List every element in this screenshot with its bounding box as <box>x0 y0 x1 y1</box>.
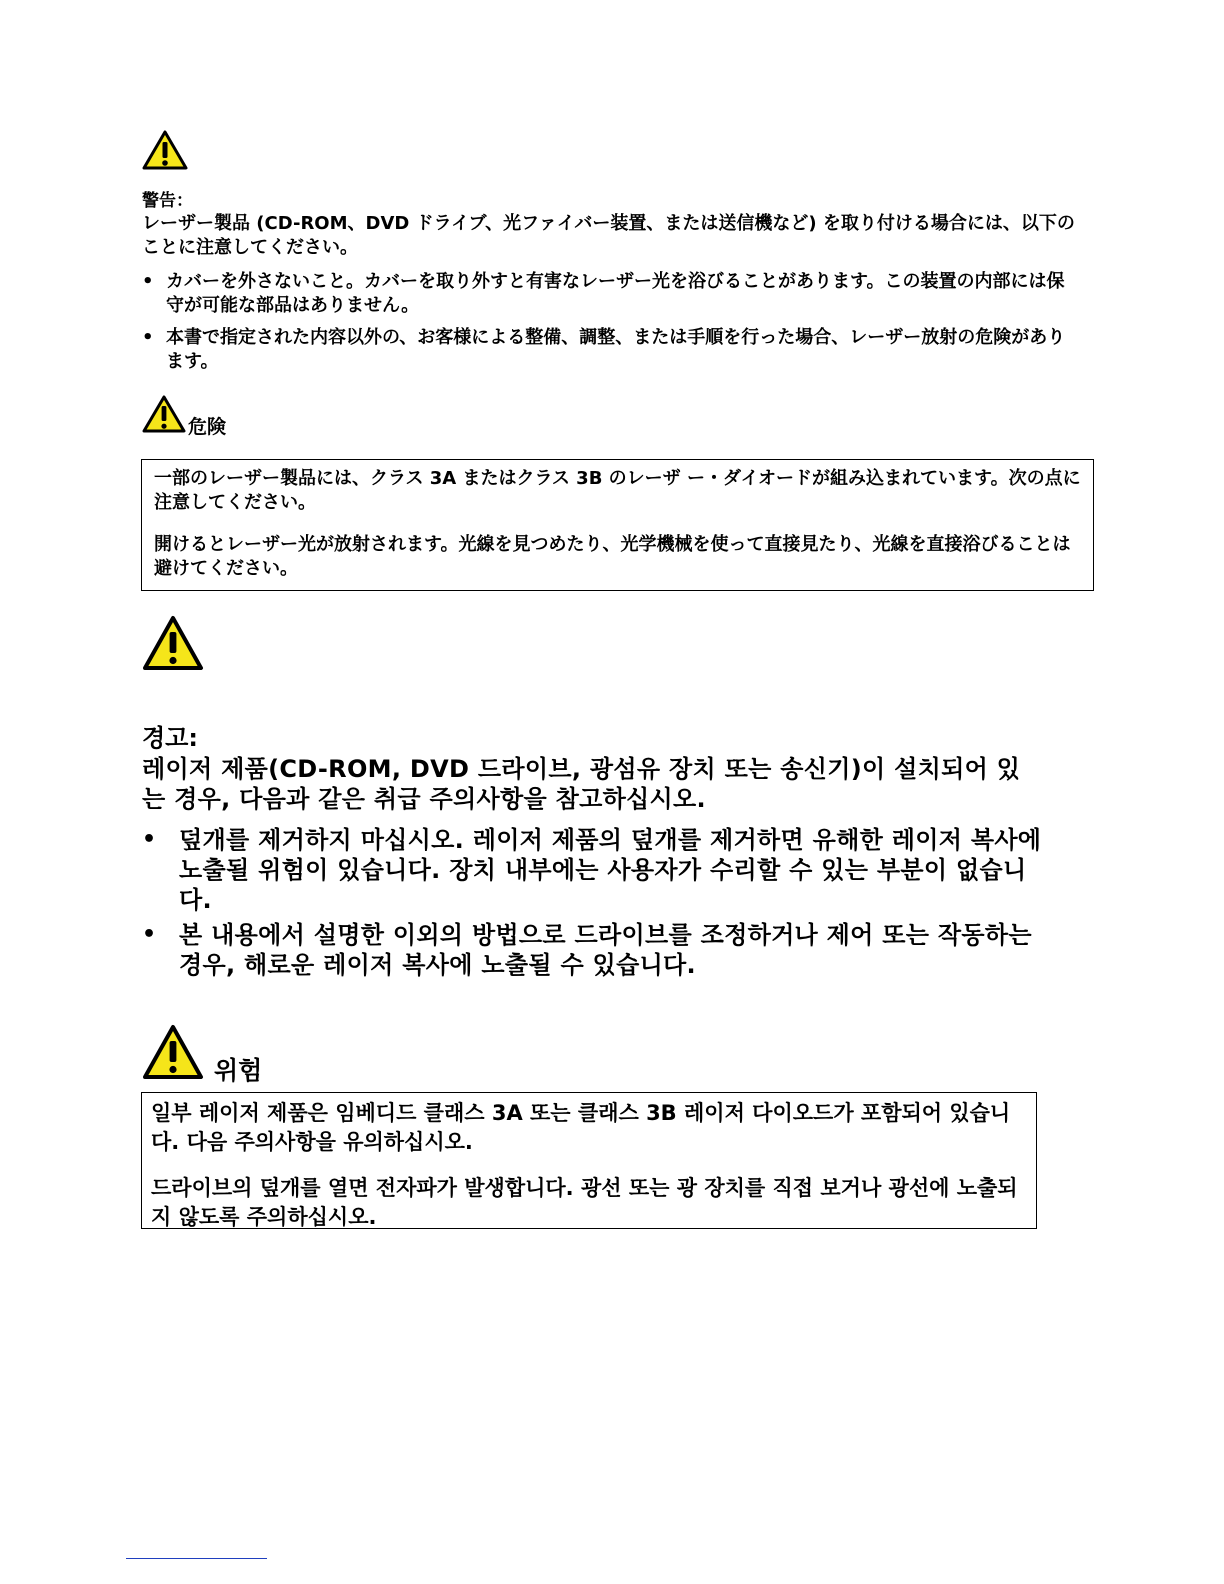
warning-triangle-icon <box>142 129 188 171</box>
kr-danger-paragraph: 드라이브의 덮개를 열면 전자파가 발생합니다. 광선 또는 광 장치를 직접 보거나 광선에 노출되지 않도록 주의하십시오. <box>151 1176 1018 1229</box>
kr-bullet-list <box>142 825 1047 985</box>
list-item <box>142 920 1047 980</box>
kr-caution-heading: 경고: <box>142 724 198 752</box>
footer-rule <box>126 1558 267 1559</box>
kr-danger-label: 위험 <box>214 1056 263 1085</box>
warning-triangle-icon <box>142 1023 204 1081</box>
jp-caution-heading: 警告： <box>142 191 193 211</box>
jp-bullet-text: カバーを外さないこと。カバーを取り外すと有害なレーザー光を浴びることがあります。この装置の内部には保守が可能な部品はありません。 <box>166 271 1065 316</box>
jp-intro-text: レーザー製品 (CD-ROM、DVD ドライブ、光ファイバー装置、または送信機など) を取り付ける場合には、以下のことに注意してください。 <box>142 213 1075 258</box>
kr-bullet-text: 본 내용에서 설명한 이외의 방법으로 드라이브를 조정하거나 제어 또는 작동하는 경우, 해로운 레이저 복사에 노출될 수 있습니다. <box>179 921 1032 979</box>
warning-triangle-icon <box>142 614 204 672</box>
warning-triangle-icon <box>142 394 186 434</box>
kr-danger-box <box>141 1092 1037 1229</box>
bullet-marker: • <box>142 922 157 947</box>
list-item <box>142 270 1077 318</box>
jp-danger-paragraph: 一部のレーザー製品には、クラス 3A またはクラス 3B のレーザ ー・ダイオードが組み込まれています。次の点に注意してください。 <box>154 468 1081 513</box>
jp-bullet-list <box>142 270 1077 382</box>
jp-danger-paragraph: 開けるとレーザー光が放射されます。光線を見つめたり、光学機械を使って直接見たり、光線を直接浴びることは避けてください。 <box>154 534 1071 579</box>
kr-intro-text: 레이저 제품(CD-ROM, DVD 드라이브, 광섬유 장치 또는 송신기)이 설치되어 있는 경우, 다음과 같은 취급 주의사항을 참고하십시오. <box>142 755 1021 813</box>
bullet-marker: • <box>142 327 154 348</box>
list-item <box>142 825 1047 915</box>
kr-bullet-text: 덮개를 제거하지 마십시오. 레이저 제품의 덮개를 제거하면 유해한 레이저 복사에 노출될 위험이 있습니다. 장치 내부에는 사용자가 수리할 수 있는 부분이 없습니다. <box>179 826 1042 914</box>
jp-bullet-text: 本書で指定された内容以外の、お客様による整備、調整、または手順を行った場合、レーザー放射の危険があります。 <box>166 327 1066 372</box>
list-item <box>142 326 1077 374</box>
bullet-marker: • <box>142 827 157 852</box>
jp-danger-box <box>141 459 1094 591</box>
bullet-marker: • <box>142 271 154 292</box>
kr-danger-paragraph: 일부 레이저 제품은 임베디드 클래스 3A 또는 클래스 3B 레이저 다이오드가 포함되어 있습니다. 다음 주의사항을 유의하십시오. <box>151 1101 1011 1154</box>
jp-danger-label: 危険 <box>188 416 227 438</box>
